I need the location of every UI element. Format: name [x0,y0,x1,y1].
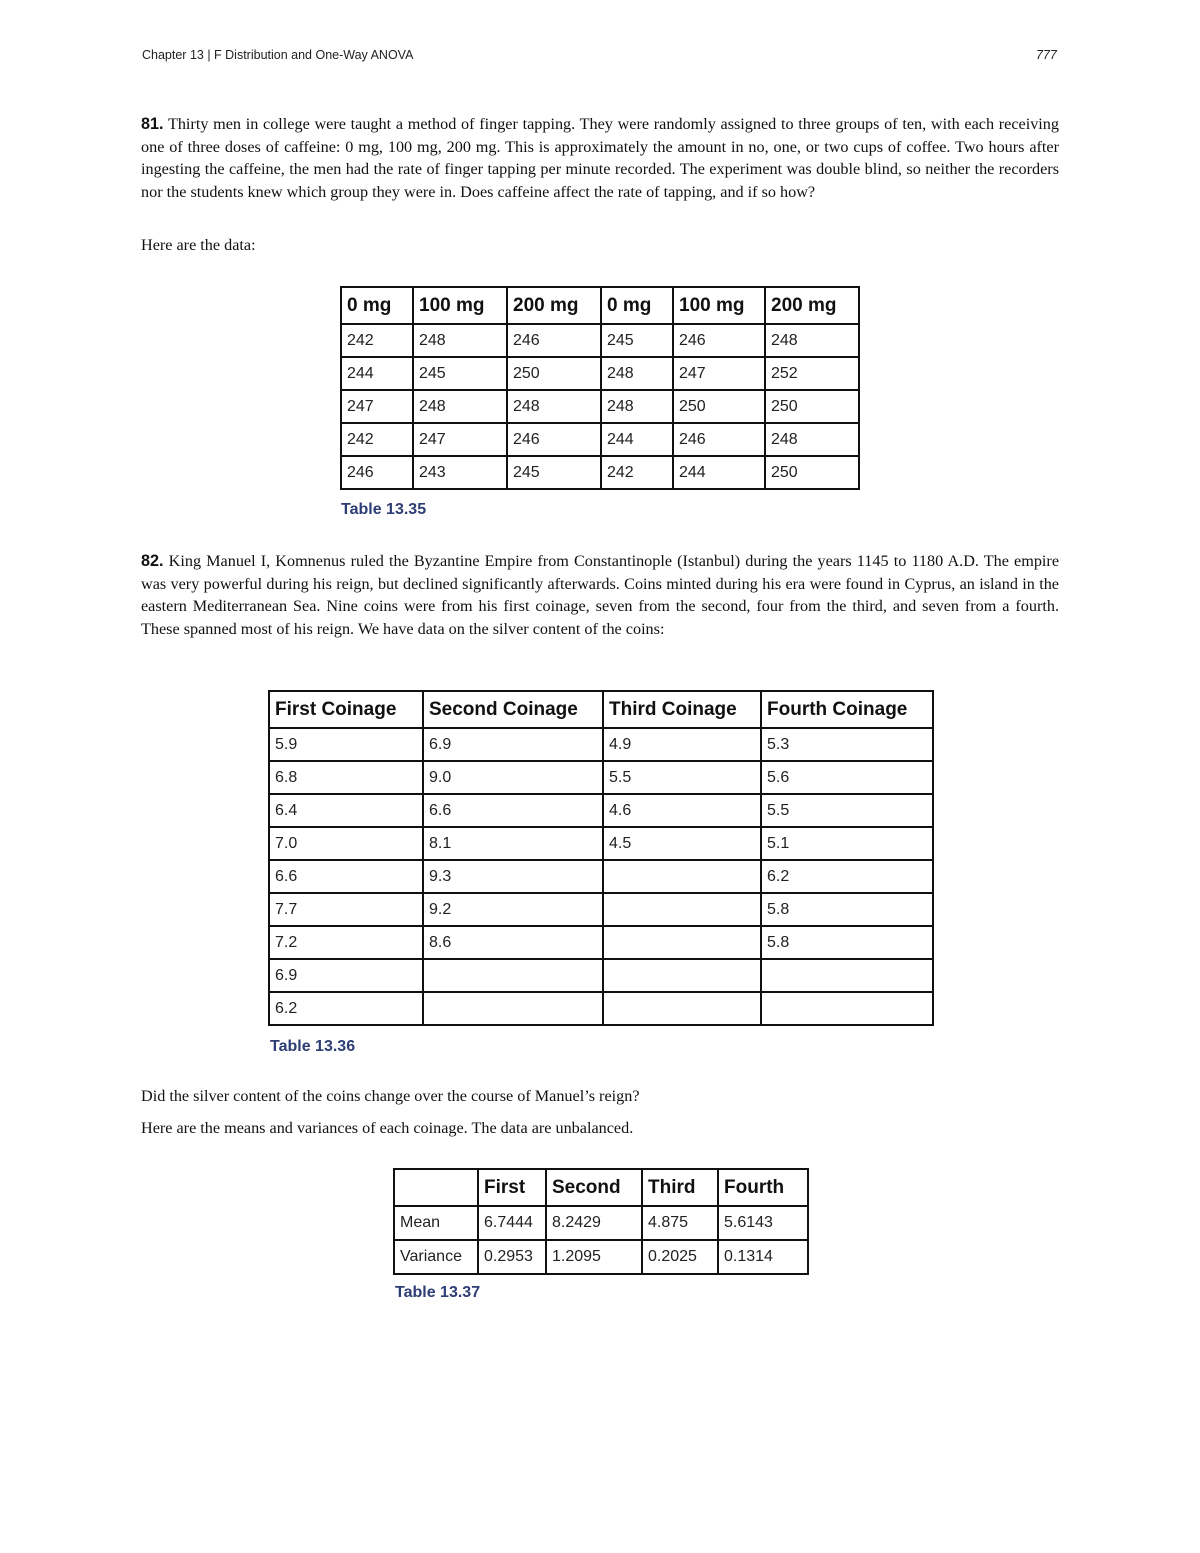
silver-question: Did the silver content of the coins change over the course of Manuel’s reign? [141,1087,640,1105]
exercise-81-body: Thirty men in college were taught a method of finger tapping. They were randomly assigned to three groups of ten, with each receiving one of three doses of caffeine: 0 mg, 100 mg, 200 mg. This is approximately the amount in no, one, or two cups of coffee. Two hours after ingesting the caffeine, the men had the rate of finger tapping per minute recorded. The experiment was double blind, so neither the recorders nor the students knew which group they were in. Does caffeine affect the rate of tapping, and if so how? [141,115,1059,201]
table-cell: 246 [673,324,765,357]
table-row [341,423,859,456]
column-header [394,1169,478,1206]
table-cell: 244 [341,357,413,390]
table-cell: 0.1314 [718,1240,808,1274]
table-cell: 247 [341,390,413,423]
column-header: 200 mg [507,287,601,324]
table-cell [423,959,603,992]
table-row [269,761,933,794]
table-cell: 248 [765,324,859,357]
table-caption-13-36: Table 13.36 [270,1038,356,1055]
exercise-81-text [141,113,1059,203]
table-cell: 248 [413,324,507,357]
table-cell: 6.8 [269,761,423,794]
table-13-37 [393,1168,809,1275]
table-row [269,860,933,893]
table-cell: 245 [601,324,673,357]
table-cell: 6.2 [761,860,933,893]
table-cell: 4.6 [603,794,761,827]
table-cell: 6.2 [269,992,423,1025]
table-cell: 9.0 [423,761,603,794]
table-row [269,992,933,1025]
table-cell: 246 [507,423,601,456]
table-cell: 5.6 [761,761,933,794]
table-cell [603,992,761,1025]
table-cell: 242 [341,423,413,456]
table-cell: 7.0 [269,827,423,860]
table-cell: 250 [507,357,601,390]
column-header: 100 mg [413,287,507,324]
means-intro: Here are the means and variances of each coinage. The data are unbalanced. [141,1119,634,1137]
table-cell: 5.5 [761,794,933,827]
table-cell: 5.8 [761,926,933,959]
table-cell [761,992,933,1025]
table-cell [603,893,761,926]
table-header-row [341,287,859,324]
table-cell: 6.7444 [478,1206,546,1240]
column-header: Fourth Coinage [761,691,933,728]
column-header: Second [546,1169,642,1206]
table-cell [761,959,933,992]
table-header-row [394,1169,808,1206]
table-header-row [269,691,933,728]
table-cell: 9.2 [423,893,603,926]
exercise-82-number: 82. [141,552,164,570]
table-cell: 4.875 [642,1206,718,1240]
table-row [341,324,859,357]
table-cell [603,926,761,959]
column-header: Second Coinage [423,691,603,728]
table-cell: 6.4 [269,794,423,827]
column-header: 200 mg [765,287,859,324]
table-row [394,1240,808,1274]
table-cell: 248 [413,390,507,423]
table-cell [423,992,603,1025]
table-row [341,456,859,489]
table-cell: Variance [394,1240,478,1274]
table-cell: 245 [413,357,507,390]
table-cell: 5.6143 [718,1206,808,1240]
table-cell: 246 [507,324,601,357]
column-header: 0 mg [601,287,673,324]
table-cell: 250 [765,456,859,489]
data-intro: Here are the data: [141,236,256,254]
table-cell: 250 [673,390,765,423]
table-cell: 243 [413,456,507,489]
table-row [269,926,933,959]
table-cell: 6.6 [269,860,423,893]
table-row [394,1206,808,1240]
table-row [269,728,933,761]
table-cell: Mean [394,1206,478,1240]
table-cell: 9.3 [423,860,603,893]
table-cell: 5.5 [603,761,761,794]
table-cell: 244 [673,456,765,489]
exercise-81-number: 81. [141,115,164,133]
table-cell: 4.5 [603,827,761,860]
page-number: 777 [1036,48,1057,62]
table-cell: 242 [341,324,413,357]
table-row [341,390,859,423]
column-header: Third [642,1169,718,1206]
table-13-36 [268,690,934,1026]
table-cell: 0.2953 [478,1240,546,1274]
table-cell: 8.2429 [546,1206,642,1240]
table-cell: 7.2 [269,926,423,959]
table-cell: 5.8 [761,893,933,926]
table-row [269,893,933,926]
column-header: 0 mg [341,287,413,324]
table-row [269,827,933,860]
table-cell: 5.1 [761,827,933,860]
table-caption-13-37: Table 13.37 [395,1284,481,1301]
exercise-82-body: King Manuel I, Komnenus ruled the Byzantine Empire from Constantinople (Istanbul) during the years 1145 to 1180 A.D. The empire was very powerful during his reign, but declined significantly afterwards. Coins minted during his era were found in Cyprus, an island in the eastern Mediterranean Sea. Nine coins were from his first coinage, seven from the second, four from the third, and seven from a fourth. These spanned most of his reign. We have data on the silver content of the coins: [141,552,1060,638]
table-cell: 246 [341,456,413,489]
table-cell: 4.9 [603,728,761,761]
table-cell: 1.2095 [546,1240,642,1274]
table-cell [603,860,761,893]
column-header: 100 mg [673,287,765,324]
table-row [341,357,859,390]
table-cell: 8.1 [423,827,603,860]
table-cell: 5.3 [761,728,933,761]
table-cell: 6.6 [423,794,603,827]
column-header: Third Coinage [603,691,761,728]
exercise-82-text [141,550,1059,640]
table-cell: 8.6 [423,926,603,959]
table-cell: 252 [765,357,859,390]
table-cell: 248 [765,423,859,456]
table-caption-13-35: Table 13.35 [341,501,427,518]
table-cell: 6.9 [423,728,603,761]
table-13-35 [340,286,860,490]
table-cell: 7.7 [269,893,423,926]
running-header: Chapter 13 | F Distribution and One-Way ANOVA [142,48,414,62]
table-cell: 248 [507,390,601,423]
table-row [269,959,933,992]
table-cell: 0.2025 [642,1240,718,1274]
column-header: First [478,1169,546,1206]
table-cell: 245 [507,456,601,489]
table-cell: 250 [765,390,859,423]
table-cell: 248 [601,390,673,423]
column-header: Fourth [718,1169,808,1206]
table-cell: 247 [673,357,765,390]
table-row [269,794,933,827]
table-cell [603,959,761,992]
table-cell: 5.9 [269,728,423,761]
table-cell: 6.9 [269,959,423,992]
table-cell: 244 [601,423,673,456]
column-header: First Coinage [269,691,423,728]
table-cell: 248 [601,357,673,390]
table-cell: 246 [673,423,765,456]
table-cell: 247 [413,423,507,456]
table-cell: 242 [601,456,673,489]
